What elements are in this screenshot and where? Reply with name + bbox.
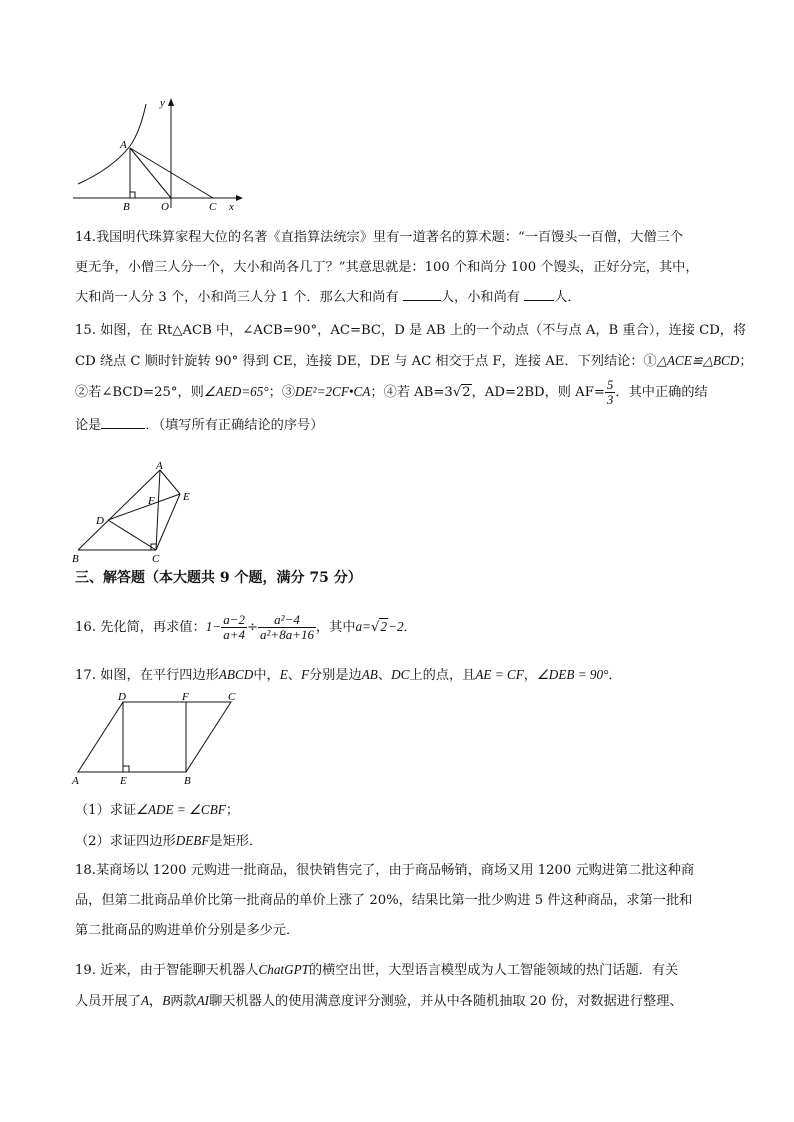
q16-div: ÷ xyxy=(246,620,259,635)
q17-dc: DC xyxy=(391,667,410,682)
label-D: D xyxy=(96,515,104,527)
q14-line2: 更无争，小僧三人分一个，大小和尚各几丁？”其意思就是：100 个和尚分 100 个馒头，正好分完，其中， xyxy=(75,260,699,275)
q15-answer-blank[interactable] xyxy=(101,428,145,429)
q15-fraction xyxy=(605,378,616,407)
label-B: B xyxy=(123,201,130,213)
q15-conclusion-3: DE²=2CF•CA xyxy=(295,384,371,399)
q19-b: B xyxy=(162,993,171,1008)
q15-conclusion-1: △ACE≌△BCD xyxy=(656,353,740,368)
question-17-parts xyxy=(75,795,725,857)
q14-line3c: 人． xyxy=(554,290,581,305)
q16-text1: 先化简，再求值： xyxy=(100,620,206,635)
q19-t3: 人员开展了 xyxy=(75,994,141,1009)
q16-one-minus: 1− xyxy=(205,619,222,634)
segment-AE xyxy=(160,470,180,494)
q17-number: 17. xyxy=(75,668,96,683)
q17-abcd: ABCD xyxy=(218,667,254,682)
q16-text2: ，其中 xyxy=(315,620,356,635)
q17-ab: AB xyxy=(361,667,378,682)
q17-p2a: （2）求证四边形 xyxy=(75,834,176,849)
segment-CD xyxy=(108,520,156,550)
q17-ae-cf: AE = CF xyxy=(475,667,524,682)
question-17 xyxy=(75,660,725,691)
sqrt-sign: √ xyxy=(452,385,462,400)
q19-chatgpt: ChatGPT xyxy=(258,962,309,977)
label-y: y xyxy=(160,97,165,109)
label-F: F xyxy=(148,495,155,507)
q17-f: F xyxy=(300,667,309,682)
q16-f1-den: a+4 xyxy=(223,627,245,642)
q16-f1-num: a−2 xyxy=(223,612,245,627)
q15-line3e: ；④若 AB=3 xyxy=(370,385,453,400)
q17-t8: ． xyxy=(608,668,622,683)
label-A: A xyxy=(156,460,163,472)
q16-f2-den: a²+8a+16 xyxy=(260,627,314,642)
q14-number: 14. xyxy=(75,230,96,245)
q17-t7: ， xyxy=(523,668,537,683)
q18-line1: 某商场以 1200 元购进一批商品，很快销售完了，由于商品畅销，商场又用 1200 元购进第二批这种商 xyxy=(95,863,695,878)
segment-AO xyxy=(130,148,171,198)
q19-ai: AI xyxy=(196,993,210,1008)
q15-frac-den: 3 xyxy=(606,392,614,407)
q17-t4: 分别是边 xyxy=(309,668,362,683)
q17-p2b: DEBF xyxy=(175,833,210,848)
q17-t1: 如图，在平行四边形 xyxy=(100,668,219,683)
q17-angle-deb: ∠DEB = 90° xyxy=(536,667,609,682)
label-C: C xyxy=(152,553,160,565)
parallelogram-ABCD xyxy=(78,702,231,772)
q19-t2: 的横空出世，大型语言模型成为人工智能领域的热门话题．有关 xyxy=(309,963,679,978)
question-15 xyxy=(75,316,753,441)
q14-line1: 我国明代珠算家程大位的名著《直指算法统宗》里有一道著名的算术题：“一百馒头一百僧，大僧三个 xyxy=(95,230,683,245)
figure-q15-triangle xyxy=(68,458,208,566)
q14-line3b: 人，小和尚有 xyxy=(440,290,520,305)
q19-t5: 两款 xyxy=(170,994,197,1009)
segment-DE xyxy=(108,494,180,520)
q16-value-a: a= xyxy=(355,619,372,634)
section-3-heading: 三、解答题（本大题共 9 个题，满分 75 分） xyxy=(75,570,362,586)
label-E: E xyxy=(120,775,127,787)
q15-number: 15. xyxy=(75,323,96,338)
q15-line3a: ②若∠BCD=25°，则 xyxy=(75,385,204,400)
q16-value-tail: −2 xyxy=(388,619,404,634)
q18-line2: 品，但第二批商品单价比第一批商品的单价上涨了 20%，结果比第一批少购进 5 件这种商品，求第一批和 xyxy=(75,893,693,908)
q15-conclusion-2: ∠AED=65° xyxy=(203,384,269,399)
question-19 xyxy=(75,955,725,1017)
segment-CE xyxy=(156,494,180,550)
label-A: A xyxy=(120,139,127,151)
question-18 xyxy=(75,856,725,946)
q17-p1a: （1）求证 xyxy=(75,803,137,818)
q16-value-root: 2 xyxy=(380,619,388,634)
q17-t3: 、 xyxy=(287,668,301,683)
label-B: B xyxy=(72,553,79,565)
sqrt-sign: √ xyxy=(371,620,380,635)
q16-f2-num: a²−4 xyxy=(258,613,316,628)
q16-fraction-1 xyxy=(221,613,247,642)
q18-number: 18. xyxy=(75,863,96,878)
q15-line2c: ； xyxy=(739,354,753,369)
q15-line3c: ；③ xyxy=(268,385,296,400)
q15-line4a: 论是 xyxy=(75,418,102,433)
q16-fraction-2 xyxy=(258,613,316,642)
q17-p1c: ； xyxy=(225,803,240,818)
q15-sqrt-value: 2 xyxy=(462,385,471,400)
q17-e: E xyxy=(279,667,288,682)
q15-line3g: ，AD=2BD，则 AF= xyxy=(471,385,605,400)
label-D: D xyxy=(118,691,126,703)
q14-answer-blank-1[interactable] xyxy=(403,300,441,301)
q15-line1: 如图，在 Rt△ACB 中，∠ACB=90°，AC=BC，D 是 AB 上的一个动点（不与点 A，B 重合），连接 CD，将 xyxy=(100,323,747,338)
label-O: O xyxy=(161,201,169,213)
q14-line3a: 大和尚一人分 3 个，小和尚三人分 1 个．那么大和尚有 xyxy=(75,290,399,305)
q15-line4b: ．（填写所有正确结论的序号） xyxy=(145,418,324,433)
q17-p2c: 是矩形． xyxy=(209,834,263,849)
q19-t4: ， xyxy=(149,994,163,1009)
label-E: E xyxy=(183,491,190,503)
q15-frac-num: 5 xyxy=(606,377,614,392)
question-16 xyxy=(75,609,725,646)
q19-number: 19. xyxy=(75,963,96,978)
right-angle-mark xyxy=(130,192,135,198)
q16-end: ． xyxy=(403,620,417,635)
x-axis-arrow xyxy=(236,195,243,201)
q19-t1: 近来，由于智能聊天机器人 xyxy=(100,963,259,978)
label-B: B xyxy=(184,775,191,787)
segment-AC xyxy=(156,470,160,550)
q18-line3: 第二批商品的购进单价分别是多少元． xyxy=(75,923,300,938)
q15-line2a: CD 绕点 C 顺时针旋转 90° 得到 CE，连接 DE，DE 与 AC 相交于点 F，连接 AE．下列结论：① xyxy=(75,354,657,369)
q16-number: 16. xyxy=(75,620,96,635)
figure-q17-parallelogram xyxy=(68,690,248,790)
q17-t6: 上的点，且 xyxy=(409,668,476,683)
y-axis-arrow xyxy=(168,98,174,106)
question-14 xyxy=(75,223,725,313)
label-C: C xyxy=(209,201,217,213)
q17-t5: 、 xyxy=(377,668,392,683)
q19-t6: 聊天机器人的使用满意度评分测验，并从中各随机抽取 20 份，对数据进行整理、 xyxy=(209,994,683,1009)
q15-line3i: ．其中正确的结 xyxy=(615,385,708,400)
right-angle-mark xyxy=(123,766,129,772)
q14-answer-blank-2[interactable] xyxy=(524,300,554,301)
label-C: C xyxy=(228,691,236,703)
hyperbola-curve xyxy=(78,104,146,184)
q19-a: A xyxy=(140,993,149,1008)
label-F: F xyxy=(182,691,189,703)
q17-t2: 中， xyxy=(253,668,280,683)
label-A: A xyxy=(72,775,79,787)
figure-q13-graph xyxy=(68,96,248,216)
q17-p1b: ∠ADE = ∠CBF xyxy=(136,802,226,817)
segment-AB xyxy=(78,470,160,550)
label-x: x xyxy=(229,201,234,213)
